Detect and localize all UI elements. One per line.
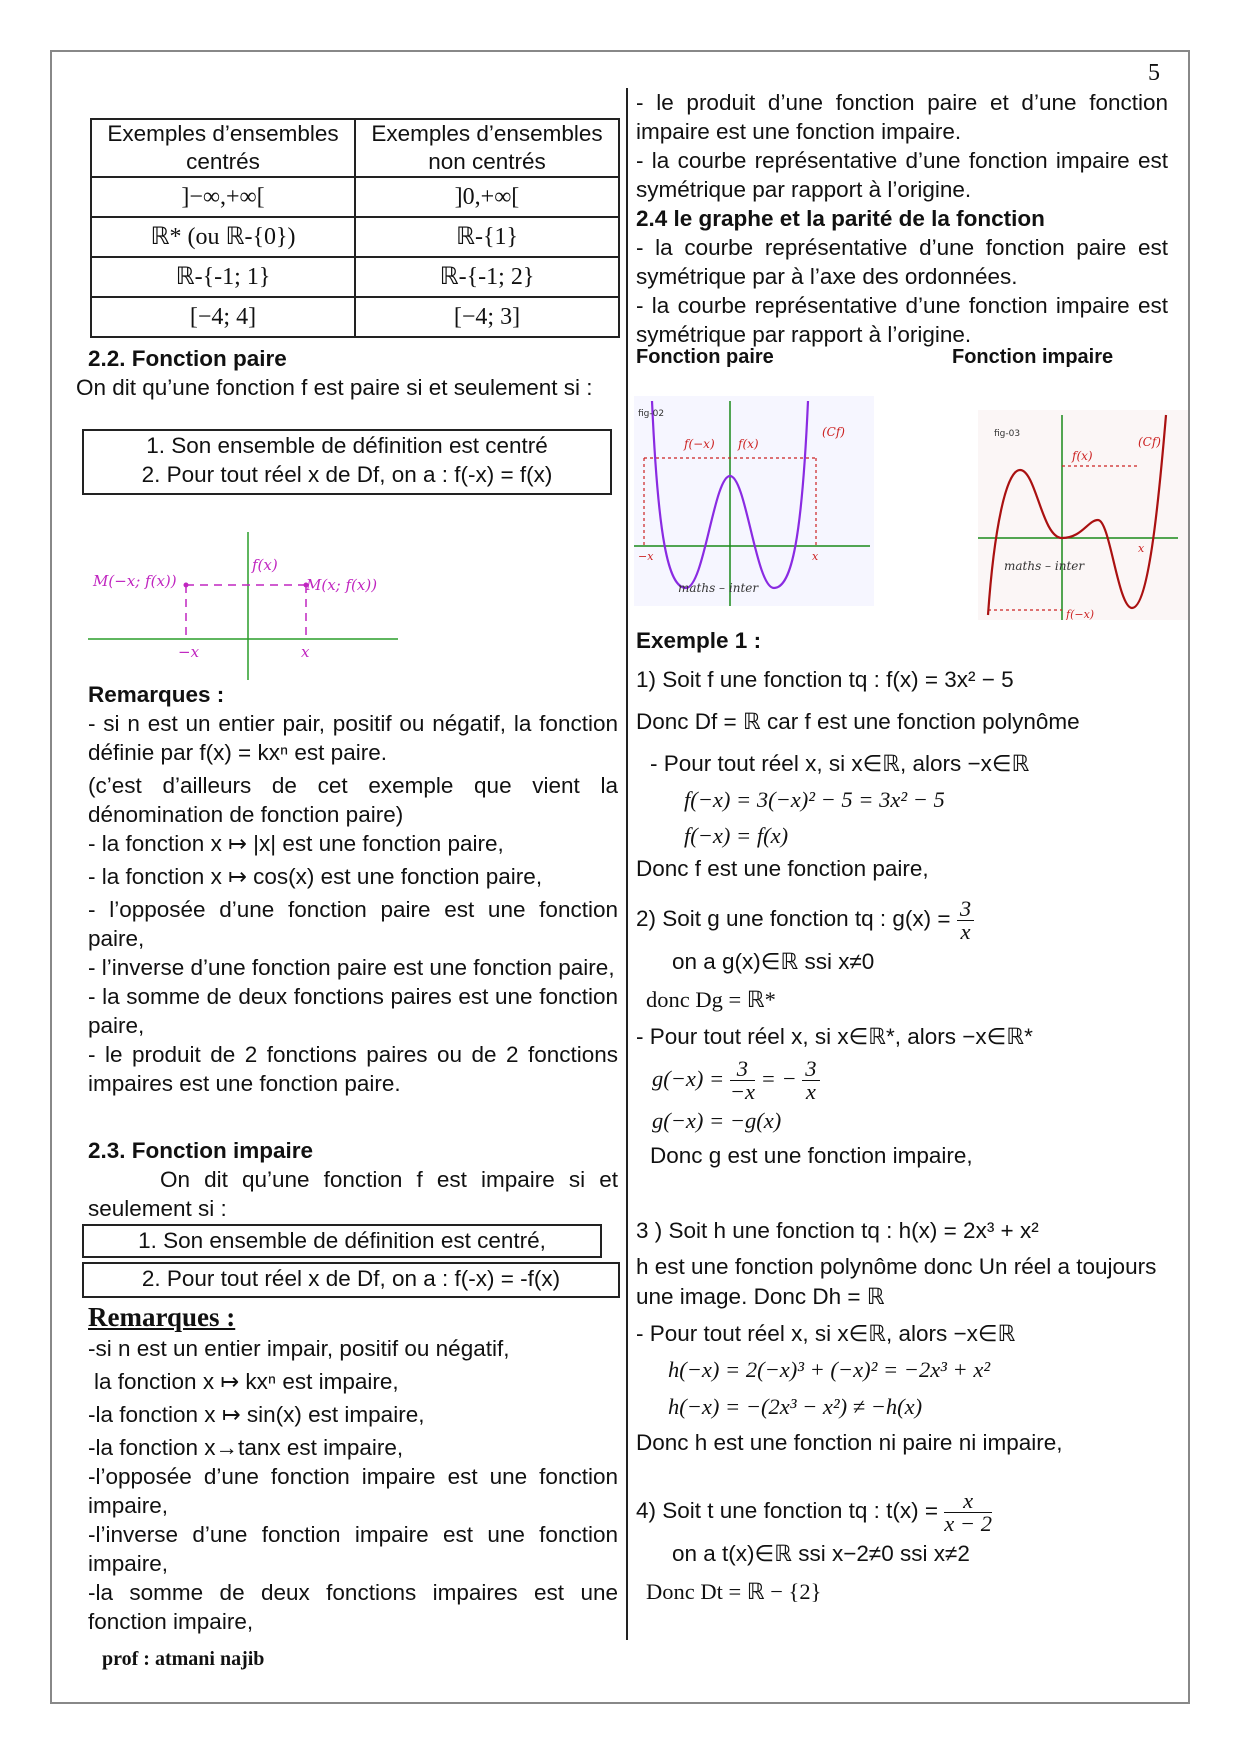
example-line: 2) Soit g une fonction tq : g(x) = xyxy=(636,906,951,931)
example-line: - Pour tout réel x, si x∈ℝ, alors −x∈ℝ xyxy=(650,751,1030,776)
example-line: - Pour tout réel x, si x∈ℝ*, alors −x∈ℝ* xyxy=(636,1023,1033,1049)
remarks-title: Remarques : xyxy=(88,1302,236,1332)
denominator: x xyxy=(960,918,971,944)
graph-caption: maths – inter xyxy=(1004,559,1085,573)
label-cf: (Cf) xyxy=(1138,435,1161,449)
example-line: h est une fonction polynôme donc Un réel a toujours une image. Donc Dh = ℝ xyxy=(636,1254,1157,1309)
label-fx: f(x) xyxy=(252,556,278,574)
label-cf: (Cf) xyxy=(822,425,845,439)
example-line: Donc f est une fonction paire, xyxy=(636,856,929,881)
label-neg-x: −x xyxy=(638,550,654,563)
fraction xyxy=(802,1055,819,1104)
fig-label: fig-03 xyxy=(994,429,1021,439)
label-fx: f(x) xyxy=(1072,449,1093,463)
table-header-row xyxy=(91,119,619,177)
example-line: = − xyxy=(760,1065,797,1091)
example-line: 1) Soit f une fonction tq : f(x) = 3x² − 5 xyxy=(636,667,1014,692)
symmetry-figure xyxy=(88,532,403,680)
remark: - la fonction x ↦ |x| est une fonction paire, xyxy=(88,831,504,856)
example-line: Donc Df = ℝ car f est une fonction polynôme xyxy=(636,709,1080,734)
label-fmx: f(−x) xyxy=(1066,608,1095,620)
definition-box-even xyxy=(82,429,612,495)
remarks-title: Remarques : xyxy=(88,682,225,707)
section-intro: On dit qu’une fonction f est paire si et seulement si : xyxy=(76,375,593,400)
remark: -la fonction x→tanx est impaire, xyxy=(88,1435,404,1460)
example-line: on a t(x)∈ℝ ssi x−2≠0 ssi x≠2 xyxy=(672,1540,970,1566)
graph-title-even: Fonction paire xyxy=(636,346,774,368)
example-line: 4) Soit t une fonction tq : t(x) = xyxy=(636,1498,939,1523)
label-neg-x: −x xyxy=(178,643,200,661)
remark: -l’opposée d’une fonction impaire est une fonction impaire, xyxy=(88,1464,618,1518)
fraction xyxy=(729,1055,756,1104)
section-title: 2.3. Fonction impaire xyxy=(88,1138,314,1163)
table-header: Exemples d’ensembles non centrés xyxy=(355,119,619,177)
remark: -l’inverse d’une fonction impaire est une fonction impaire, xyxy=(88,1522,618,1576)
table-cell: ℝ-{-1; 2} xyxy=(355,257,619,297)
point-m-neg xyxy=(184,583,189,588)
remarks-even xyxy=(88,680,618,1098)
label-fx: f(x) xyxy=(738,437,759,451)
table-header: Exemples d’ensembles centrés xyxy=(91,119,355,177)
denominator: −x xyxy=(729,1078,756,1104)
graph-even xyxy=(634,396,874,606)
example-line: Donc h est une fonction ni paire ni impaire, xyxy=(636,1430,1063,1455)
table-cell: ℝ* (ou ℝ-{0}) xyxy=(91,217,355,257)
example-line: on a g(x)∈ℝ ssi x≠0 xyxy=(672,948,875,974)
remark: (c’est d’ailleurs de cet exemple que vient la dénomination de fonction paire) xyxy=(88,773,618,827)
definition-box-odd-1: 1. Son ensemble de définition est centré, xyxy=(82,1224,602,1258)
example-line: 3 ) Soit h une fonction tq : h(x) = 2x³ + x² xyxy=(636,1218,1039,1243)
section-title: 2.4 le graphe et la parité de la fonction xyxy=(636,206,1045,231)
section-2-3 xyxy=(88,1136,618,1223)
example-line: g(−x) = xyxy=(652,1065,725,1091)
fraction xyxy=(944,1487,992,1536)
column-divider xyxy=(626,88,628,1640)
table-row xyxy=(91,297,619,337)
label-fmx: f(−x) xyxy=(684,437,715,451)
label-x: x xyxy=(1138,542,1145,555)
label-m-pos: M(x; f(x)) xyxy=(306,576,378,594)
remark: -la fonction x ↦ sin(x) est impaire, xyxy=(88,1402,425,1427)
definition-line: 2. Pour tout réel x de Df, on a : f(-x) = f(x) xyxy=(141,462,553,487)
example-title: Exemple 1 : xyxy=(636,628,762,653)
section-intro: On dit qu’une fonction f est impaire si et seulement si : xyxy=(88,1167,618,1221)
table-row xyxy=(91,217,619,257)
numerator: 3 xyxy=(802,1058,819,1081)
remark: - l’opposée d’une fonction paire est une fonction paire, xyxy=(88,897,618,951)
table-cell: [−4; 3] xyxy=(355,297,619,337)
remark: - la fonction x ↦ cos(x) est une fonction paire, xyxy=(88,864,543,889)
definition-line: 1. Son ensemble de définition est centré xyxy=(146,433,548,458)
remark: - la courbe représentative d’une fonction paire est symétrique par à l’axe des ordonnées. xyxy=(636,235,1168,289)
graph-title-odd: Fonction impaire xyxy=(952,346,1114,368)
section-2-2 xyxy=(76,344,618,402)
example-line: h(−x) = 2(−x)³ + (−x)² = −2x³ + x² xyxy=(668,1357,991,1382)
table-cell: ]−∞,+∞[ xyxy=(91,177,355,217)
remark: -si n est un entier impair, positif ou négatif, xyxy=(88,1336,510,1361)
example-line: Donc Dt = ℝ − {2} xyxy=(646,1578,822,1604)
fraction xyxy=(957,895,974,944)
label-x: x xyxy=(812,550,819,563)
remark: - la courbe représentative d’une fonction impaire est symétrique par rapport à l’origine. xyxy=(636,148,1168,202)
example-line: f(−x) = f(x) xyxy=(684,823,789,848)
definition-box-odd-2: 2. Pour tout réel x de Df, on a : f(-x) = -f(x) xyxy=(82,1262,620,1298)
table-cell: ℝ-{1} xyxy=(355,217,619,257)
remark: la fonction x ↦ kxⁿ est impaire, xyxy=(94,1369,399,1394)
footer-author: prof : atmani najib xyxy=(102,1648,265,1670)
example-4 xyxy=(636,1488,1176,1611)
example-2 xyxy=(636,896,1176,1173)
example-line: Donc g est une fonction impaire, xyxy=(650,1142,973,1168)
numerator: x xyxy=(944,1490,992,1513)
remark: -la somme de deux fonctions impaires est une fonction impaire, xyxy=(88,1580,618,1634)
graph-odd xyxy=(978,410,1188,620)
table-cell: [−4; 4] xyxy=(91,297,355,337)
remark: - la somme de deux fonctions paires est une fonction paire, xyxy=(88,984,618,1038)
example-3 xyxy=(636,1214,1176,1460)
label-x: x xyxy=(301,643,310,661)
example-line: f(−x) = 3(−x)² − 5 = 3x² − 5 xyxy=(684,787,945,812)
page-number: 5 xyxy=(1148,60,1160,86)
example-line: - Pour tout réel x, si x∈ℝ, alors −x∈ℝ xyxy=(636,1321,1016,1346)
numerator: 3 xyxy=(957,898,974,921)
table-row xyxy=(91,177,619,217)
fig-label: fig-02 xyxy=(638,409,665,419)
example-line: donc Dg = ℝ* xyxy=(646,986,776,1012)
denominator: x xyxy=(805,1078,816,1104)
section-title: 2.2. Fonction paire xyxy=(88,346,287,371)
table-row xyxy=(91,257,619,297)
remark: - le produit d’une fonction paire et d’une fonction impaire est une fonction impaire. xyxy=(636,90,1168,144)
remark: - la courbe représentative d’une fonction impaire est symétrique par rapport à l’origine. xyxy=(636,293,1168,347)
sets-table xyxy=(90,118,620,338)
remark: - si n est un entier pair, positif ou négatif, la fonction définie par f(x) = kxⁿ est paire. xyxy=(88,711,618,765)
remark: - le produit de 2 fonctions paires ou de 2 fonctions impaires est une fonction paire. xyxy=(88,1042,618,1096)
numerator: 3 xyxy=(730,1058,755,1081)
table-cell: ℝ-{-1; 1} xyxy=(91,257,355,297)
remark: - l’inverse d’une fonction paire est une fonction paire, xyxy=(88,955,615,980)
label-m-neg: M(−x; f(x)) xyxy=(93,572,177,590)
example-line: h(−x) = −(2x³ − x²) ≠ −h(x) xyxy=(668,1394,923,1419)
example-1 xyxy=(636,662,1176,884)
right-top xyxy=(636,88,1168,349)
remarks-odd xyxy=(88,1300,618,1636)
table-cell: ]0,+∞[ xyxy=(355,177,619,217)
denominator: x − 2 xyxy=(944,1510,992,1536)
example-line: g(−x) = −g(x) xyxy=(652,1107,782,1133)
graph-caption: maths – inter xyxy=(678,581,759,595)
